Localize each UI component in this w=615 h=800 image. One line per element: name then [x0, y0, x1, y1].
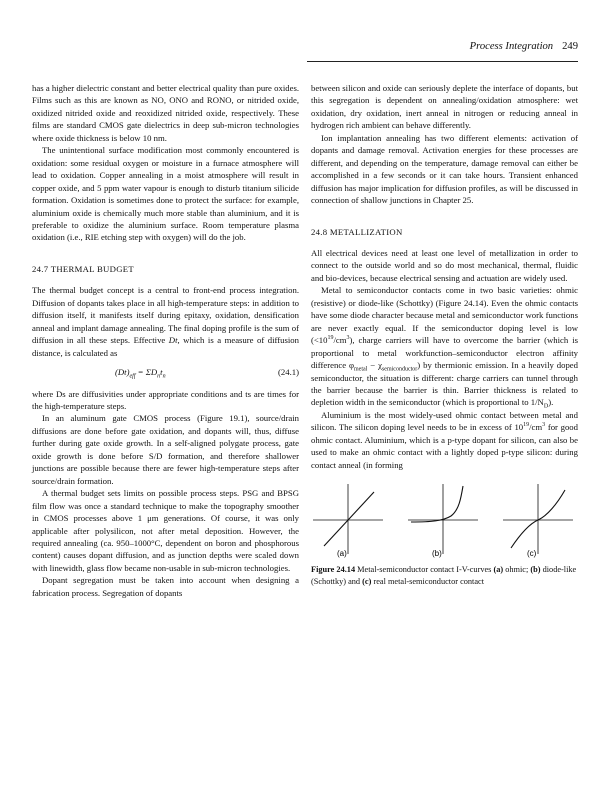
paragraph: Dopant segregation must be taken into account when designing a fabrication process. Segregation of dopants — [32, 575, 299, 598]
iv-curve-panel-c — [503, 484, 573, 558]
paragraph: All electrical devices need at least one level of metallization in order to connect to the outside world and so do most mechanical, thermal, fluidic and bio-devices, because electrical sensing and actuation are widely used. — [311, 247, 578, 283]
equation-number: (24.1) — [278, 367, 299, 378]
running-header — [307, 41, 578, 57]
paragraph: between silicon and oxide can seriously deplete the interface of dopants, but this segregation is dependent on annealing/oxidation atmosphere: wet oxidation, dry oxidation, inert anneal in nitrogen or reducing anneal in hydrogen rich ambient can behave differently. — [311, 83, 578, 131]
figure-label: Figure 24.14 — [311, 564, 356, 574]
paragraph: Ion implantation annealing has two different elements: activation of dopants and damage removal. Activation energies for these processes are different, and depending on the temperature, damage removal can either be accomplished in a few seconds or it can take hours. Transient enhanced diffusion has major implication for diffusion profiles, as will be discussed in connection of shallow junctions in Chapter 25. — [311, 132, 578, 206]
paragraph: Aluminium is the most widely-used ohmic contact between metal and silicon. The silicon doping level needs to be in excess of $10^{19}/cm^3$ for good ohmic contact. Aluminium, which is a p-type dopant for silicon, can also be used to make an ohmic contact with a lightly doped p-type silicon: during contact anneal (in forming — [311, 409, 578, 470]
panel-label-a: (a) — [337, 549, 347, 559]
paragraph: has a higher dielectric constant and better electrical quality than pure oxides. Films such as this are known as NO, ONO and RONO, or nitrided oxide, oxidized nitrided oxide and reoxidized nitrided oxide, respectively. These films are standard CMOS gate dielectrics in deep sub-micron technologies where oxide thickness is below 10 nm. — [32, 83, 299, 143]
section-heading-thermal-budget: 24.7 THERMAL BUDGET — [32, 263, 134, 274]
paragraph: Metal to semiconductor contacts come in two basic varieties: ohmic (resistive) or diode-like (Schottky) (Figure 24.14). Even the ohmic contacts have some diode character because metal and semiconductor work functions are never exactly equal. If the semiconductor doping level is low $(<10^{19}/cm^3)$, charge carriers will have to overcome the barrier (which is proportional to metal workfunction–semiconductor electron affinity difference $\varphi_{metal} - \chi_{semiconductor}$) by thermionic emission. In a heavily doped semiconductor, the situation is different: charge carriers can tunnel through the barrier because the barrier is thin. Barrier thickness is related to depletion width in the semiconductor (which is proportional to $1/N_D$). — [311, 285, 578, 411]
paragraph: where Ds are diffusivities under appropriate conditions and ts are times for the high-temperature steps. — [32, 388, 299, 411]
iv-curve-panel-a — [313, 484, 383, 558]
equation-24-1: $(Dt)_{eff} = \Sigma D_nt_n$ (24.1) — [115, 367, 299, 380]
paragraph: The thermal budget concept is a central to front-end process integration. Diffusion of dopants takes place in all high-temperature steps: in addition to diffusion itself, it manifests itself during epitaxy, oxidation, densification anneal and implant damage annealing. The final doping profile is the sum of diffusion in all these steps. Effective Dt, which is a measure of diffusion distance, is calculated as — [32, 285, 299, 358]
paragraph: The unintentional surface modification most commonly encountered is oxidation: some residual oxygen or moisture in a furnace atmosphere will lead to oxidation. Copper annealing in a moist atmosphere will result in copper oxide, and 5 ppm water vapour is enough to disturb titanium silicide formation. Oxidation is sometimes done to protect the surface: for example, aluminium oxide is chemically much more stable than aluminium, and it is preferable to oxidize the aluminium surface. Room temperature plasma oxidation (i.e., RIE etching step with oxygen) will do the job. — [32, 145, 299, 243]
paragraph: A thermal budget sets limits on possible process steps. PSG and BPSG film flow was once a standard technique to make the topography smoother in CMOS processes above 1 μm generations. Of course, it was only applicable after polysilicon, not after metal deposition. However, the required annealing (ca. 950–1000°C, dependent on boron and phosphorous content) causes dopant diffusion, and as junction depths were scaled down with linewidth, glass flow became non-usable in sub-micron technologies. — [32, 488, 299, 573]
panel-label-c: (c) — [527, 549, 537, 559]
page-number: 249 — [562, 41, 578, 52]
figure-caption: Figure 24.14 Metal-semiconductor contact I-V-curves (a) ohmic; (b) diode-like (Schottky) and (c) real metal-semiconductor contact — [311, 564, 577, 586]
header-rule — [307, 61, 578, 62]
header-section-title: Process Integration — [469, 41, 554, 52]
paragraph: In an aluminum gate CMOS process (Figure 19.1), source/drain diffusions are done before gate oxidation, and dopants will, thus, diffuse further during gate oxide growth. In a self-aligned polygate process, gate oxide growth is done before S/D formation, and therefore shallower junctions are possible because there are fewer high-temperature steps after source/drain formation. — [32, 413, 299, 486]
iv-curve-panel-b — [408, 484, 478, 558]
ohmic-curve — [324, 492, 374, 546]
right-column — [311, 82, 578, 588]
figure-24-14-iv-curves — [311, 480, 578, 558]
panel-label-b: (b) — [432, 549, 442, 559]
schottky-curve — [411, 486, 463, 522]
section-heading-metallization: 24.8 METALLIZATION — [311, 226, 403, 237]
left-column — [32, 82, 299, 599]
